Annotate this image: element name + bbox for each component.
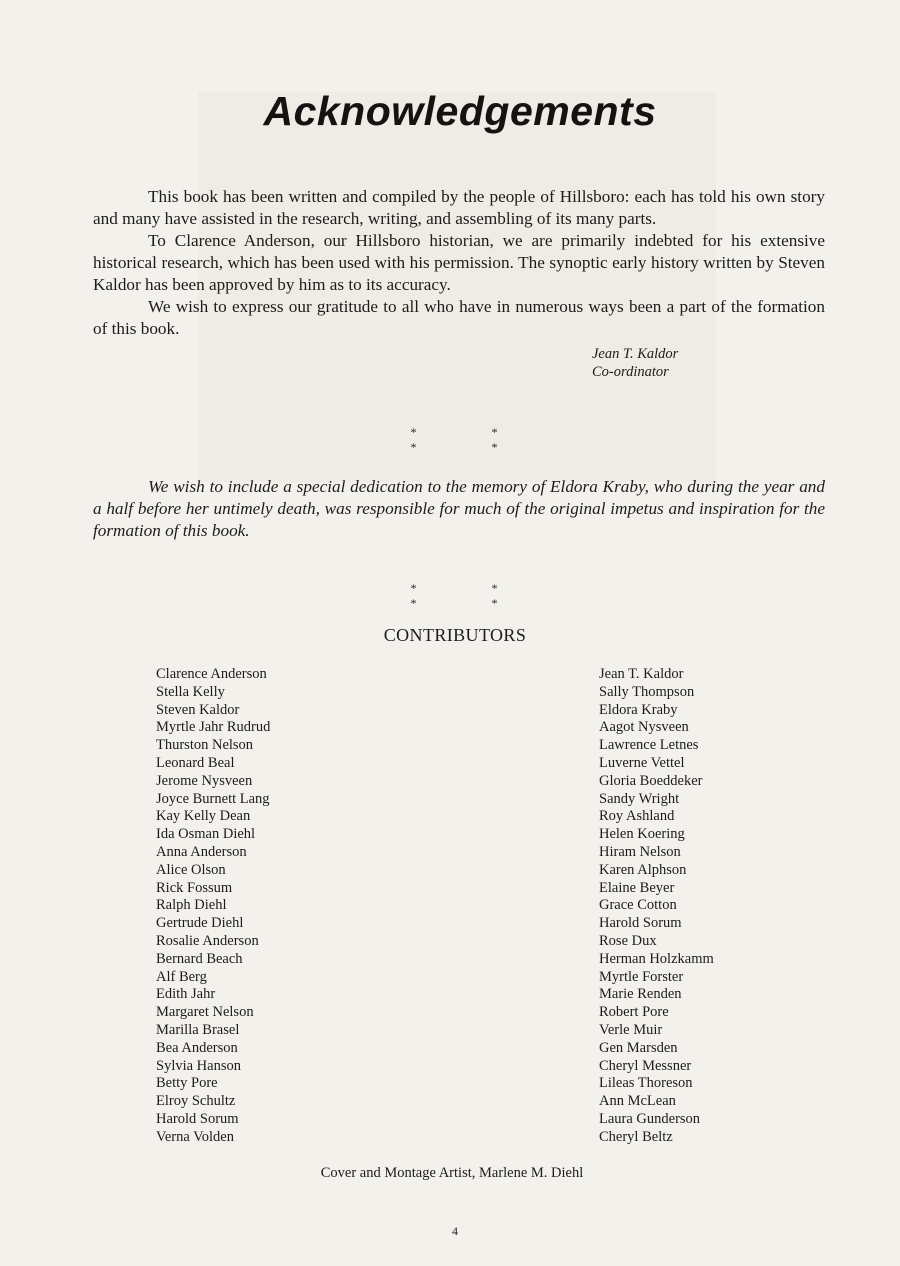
contributor-name: Marilla Brasel — [156, 1021, 240, 1038]
contributor-name: Leonard Beal — [156, 754, 235, 771]
contributor-name: Verna Volden — [156, 1128, 234, 1145]
contributor-name: Gen Marsden — [599, 1039, 678, 1056]
intro-text — [93, 186, 825, 340]
contributor-name: Karen Alphson — [599, 861, 687, 878]
signature-block — [592, 345, 678, 381]
contributor-name: Jean T. Kaldor — [599, 666, 684, 682]
contributor-name: Ida Osman Diehl — [156, 826, 256, 843]
separator-stars: * * * * — [410, 425, 534, 454]
contributor-name: Myrtle Forster — [599, 968, 684, 985]
contributors-heading: CONTRIBUTORS — [383, 625, 527, 645]
contributor-name: Anna Anderson — [156, 843, 247, 860]
contributor-name: Elroy Schultz — [156, 1093, 236, 1110]
page-number: 4 — [452, 1224, 458, 1238]
contributor-name: Sylvia Hanson — [156, 1057, 241, 1074]
contributor-name: Joyce Burnett Lang — [156, 790, 270, 807]
contributor-name: Alice Olson — [156, 861, 226, 878]
contributor-name: Myrtle Jahr Rudrud — [156, 719, 271, 736]
contributor-name: Bea Anderson — [156, 1039, 238, 1056]
contributor-name: Steven Kaldor — [156, 701, 240, 718]
contributor-name: Thurston Nelson — [156, 737, 254, 754]
contributor-name: Betty Pore — [156, 1075, 218, 1092]
contributor-name: Elaine Beyer — [599, 879, 675, 896]
contributor-name: Sally Thompson — [599, 683, 695, 700]
contributor-name: Gloria Boeddeker — [599, 772, 703, 789]
contributor-name: Herman Holzkamm — [599, 950, 714, 967]
contributor-name: Ann McLean — [599, 1093, 676, 1110]
contributor-name: Marie Renden — [599, 986, 682, 1003]
contributor-name: Robert Pore — [599, 1004, 669, 1021]
contributor-name: Rick Fossum — [156, 879, 233, 896]
contributor-name: Roy Ashland — [599, 808, 675, 825]
contributor-name: Verle Muir — [599, 1021, 663, 1038]
contributor-name: Cheryl Beltz — [599, 1128, 673, 1145]
contributor-name: Lileas Thoreson — [599, 1075, 693, 1092]
contributor-name: Luverne Vettel — [599, 754, 685, 771]
contributor-name: Stella Kelly — [156, 683, 225, 700]
page-title: Acknowledgements — [263, 88, 657, 134]
contributor-name: Rose Dux — [599, 932, 657, 949]
contributor-name: Helen Koering — [599, 826, 685, 843]
contributor-name: Lawrence Letnes — [599, 737, 699, 754]
cover-artist-credit: Cover and Montage Artist, Marlene M. Diehl — [320, 1165, 584, 1181]
contributors-list-left — [156, 666, 270, 1147]
contributor-name: Ralph Diehl — [156, 897, 227, 914]
intro-paragraph: We wish to express our gratitude to all who have in numerous ways been a part of the formation of this book. — [93, 297, 825, 338]
contributor-name: Aagot Nysveen — [599, 719, 689, 736]
contributors-list-right — [599, 666, 714, 1147]
contributor-name: Cheryl Messner — [599, 1057, 692, 1074]
contributor-name: Sandy Wright — [599, 790, 680, 807]
contributor-name: Hiram Nelson — [599, 843, 681, 860]
contributor-name: Gertrude Diehl — [156, 915, 244, 932]
contributor-name: Alf Berg — [156, 968, 207, 985]
intro-paragraph: To Clarence Anderson, our Hillsboro historian, we are primarily indebted for his extensive historical research, which has been used with his permission. The synoptic early history written by Steven Kaldor has been approved by him as to its accuracy. — [93, 231, 825, 294]
contributor-name: Grace Cotton — [599, 897, 677, 914]
contributor-name: Margaret Nelson — [156, 1004, 254, 1021]
signature-name: Jean T. Kaldor — [592, 346, 679, 362]
contributor-name: Kay Kelly Dean — [156, 808, 251, 825]
contributor-name: Rosalie Anderson — [156, 932, 259, 949]
contributor-name: Jerome Nysveen — [156, 772, 253, 789]
contributor-name: Harold Sorum — [156, 1110, 239, 1127]
separator-stars: * * * * — [410, 581, 534, 610]
contributor-name: Bernard Beach — [156, 950, 243, 967]
contributor-name: Eldora Kraby — [599, 701, 678, 718]
dedication-text: We wish to include a special dedication to the memory of Eldora Kraby, who during the year and a half before her untimely death, was responsible for much of the original impetus and inspiration for the formation of this book. — [93, 477, 825, 540]
contributor-name: Clarence Anderson — [156, 666, 267, 682]
intro-paragraph: This book has been written and compiled by the people of Hillsboro: each has told his own story and many have assisted in the research, writing, and assembling of its many parts. — [93, 187, 825, 228]
signature-role: Co-ordinator — [592, 364, 669, 380]
contributor-name: Edith Jahr — [156, 986, 216, 1003]
contributor-name: Laura Gunderson — [599, 1110, 701, 1127]
contributor-name: Harold Sorum — [599, 915, 682, 932]
